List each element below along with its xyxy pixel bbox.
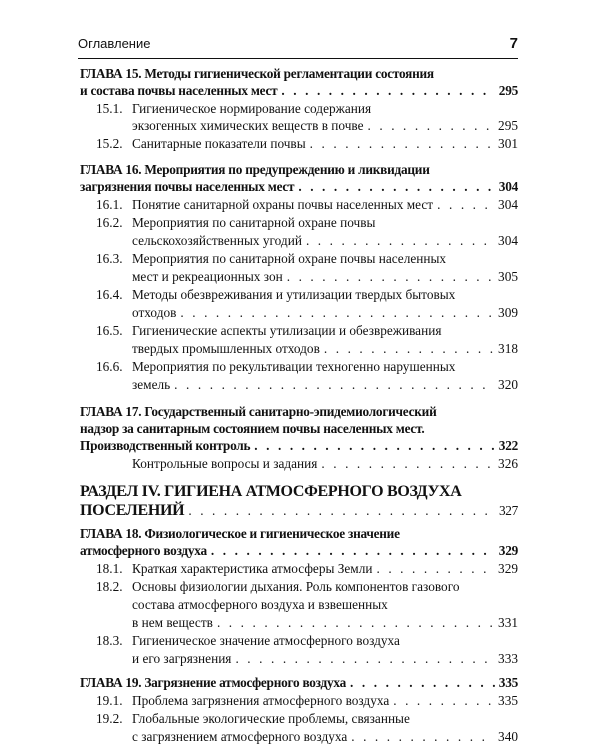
toc-entry-15-1-page: 295 [498, 118, 518, 133]
toc-chapter-17-title: ГЛАВА 17. Государственный санитарно-эпидемиологический [80, 404, 437, 419]
toc-entry-16-5-title: 16.5. Гигиенические аспекты утилизации и обезвреживания [96, 323, 442, 338]
toc-entry-15-1-title: 15.1. Гигиеническое нормирование содержания [96, 101, 372, 116]
toc-entry-16-6: земель . . . 320 [132, 375, 518, 394]
toc-entry-15-2: 15.2. Санитарные показатели почвы . . . 301 [96, 134, 518, 153]
toc-entry-19-1: 19.1. Проблема загрязнения атмосферного воздуха . . . 335 [96, 691, 518, 710]
toc-entry-19-2: с загрязнением атмосферного воздуха . . . 340 [132, 727, 518, 746]
toc-entry-16-6-title: 16.6. Мероприятия по рекультивации техногенно нарушенных [96, 359, 456, 374]
toc-chapter-17: Производственный контроль . . . 322 [80, 436, 518, 455]
toc-chapter-15-title-cont: и состава почвы населенных мест [80, 83, 278, 98]
toc-chapter-15 [80, 81, 518, 100]
toc-chapter-17-title-2: надзор за санитарным состоянием почвы населенных мест. [80, 421, 425, 436]
toc-chapter-15-page: 295 [498, 83, 518, 98]
toc-entry-15-1: экзогенных химических веществ в почве . . . 295 [132, 116, 518, 135]
toc-part-4-title: РАЗДЕЛ IV. ГИГИЕНА АТМОСФЕРНОГО ВОЗДУХА [80, 483, 462, 500]
toc-entry-18-3: и его загрязнения . . . 333 [132, 649, 518, 668]
page-number: 7 [509, 35, 518, 52]
header-rule [78, 58, 518, 59]
toc-entry-16-3: мест и рекреационных зон . . . 305 [132, 267, 518, 286]
toc-chapter-15-title: ГЛАВА 15. Методы гигиенической регламентации состояния [80, 66, 434, 81]
toc-entry-16-5: твердых промышленных отходов . . . 318 [132, 339, 518, 358]
toc-entry-18-1: 18.1. Краткая характеристика атмосферы Земли . . . 329 [96, 559, 518, 578]
toc-entry-16-4: отходов . . . 309 [132, 303, 518, 322]
toc-chapter-16-title: ГЛАВА 16. Мероприятия по предупреждению и ликвидации [80, 162, 430, 177]
toc-entry-18-2-title-2: состава атмосферного воздуха и взвешенных [132, 597, 388, 612]
toc-entry-16-1: 16.1. Понятие санитарной охраны почвы населенных мест . . . 304 [96, 195, 518, 214]
toc-entry-16-2-title: 16.2. Мероприятия по санитарной охране почвы [96, 215, 376, 230]
toc-entry-16-4-title: 16.4. Методы обезвреживания и утилизации твердых бытовых [96, 287, 456, 302]
toc-entry-19-2-title: 19.2. Глобальные экологические проблемы, связанные [96, 711, 410, 726]
toc-entry-18-2-title: 18.2. Основы физиологии дыхания. Роль компонентов газового [96, 579, 460, 594]
toc-chapter-19: ГЛАВА 19. Загрязнение атмосферного воздуха . . . 335 [80, 673, 518, 692]
toc-entry-16-2: сельскохозяйственных угодий . . . 304 [132, 231, 518, 250]
header-title: Оглавление [78, 36, 151, 51]
toc-entry-16-3-title: 16.3. Мероприятия по санитарной охране почвы населенных [96, 251, 447, 266]
toc-chapter-16-page: 304 [498, 179, 518, 194]
toc-entry-15-2-page: 301 [498, 136, 518, 151]
toc-chapter-18-title: ГЛАВА 18. Физиологическое и гигиеническое значение [80, 526, 400, 541]
toc-chapter-16: загрязнения почвы населенных мест . . . 304 [80, 177, 518, 196]
toc-questions-17: Контрольные вопросы и задания . . . 326 [132, 454, 518, 473]
toc-entry-18-3-title: 18.3. Гигиеническое значение атмосферного воздуха [96, 633, 400, 648]
running-header [78, 36, 518, 54]
toc-entry-18-2: в нем веществ . . . 331 [132, 613, 518, 632]
toc-chapter-18: атмосферного воздуха . . . 329 [80, 541, 518, 560]
toc-part-4: ПОСЕЛЕНИЙ . . . 327 [80, 501, 518, 520]
